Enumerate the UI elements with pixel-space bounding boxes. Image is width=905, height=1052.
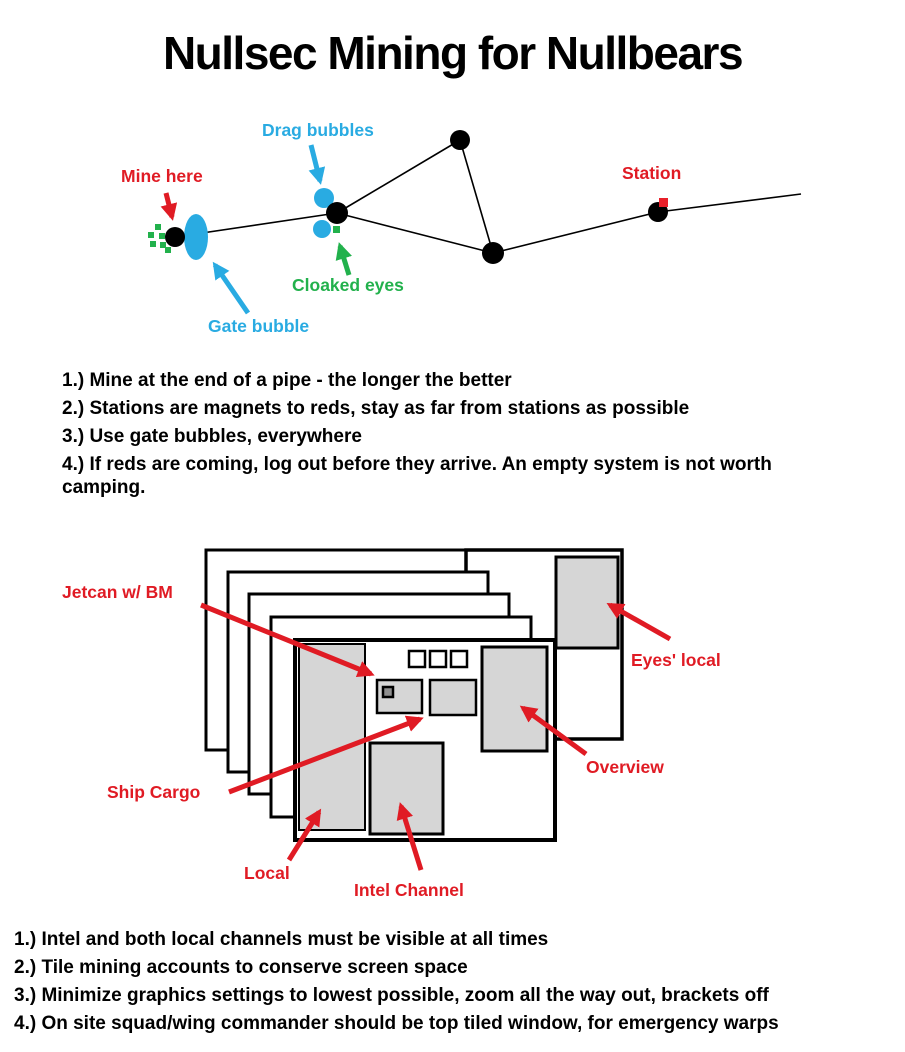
- gate-bubble-label: Gate bubble: [208, 316, 310, 336]
- starmap-diagram: [148, 130, 801, 313]
- ui-tip-1: 1.) Intel and both local channels must be visible at all times: [14, 929, 549, 950]
- cloaked-eyes-label: Cloaked eyes: [292, 275, 404, 295]
- overview-label: Overview: [586, 757, 664, 777]
- station-marker: [659, 198, 668, 207]
- mine-here-label: Mine here: [121, 166, 203, 186]
- station-label: Station: [622, 163, 682, 183]
- eyes-local-panel: [556, 557, 618, 648]
- jump-lines: [175, 140, 801, 253]
- jetcan-bookmark: [383, 687, 393, 697]
- ui-tip-2: 2.) Tile mining accounts to conserve screen space: [14, 957, 468, 978]
- mining-tip-3: 3.) Use gate bubbles, everywhere: [62, 426, 362, 447]
- ship-cargo-label: Ship Cargo: [107, 782, 201, 802]
- mining-tip-4: 4.) If reds are coming, log out before they arrive. An empty system is not worth camping.: [62, 454, 772, 498]
- cloaked-eyes-arrow: [340, 246, 349, 275]
- toolbar-square-3: [451, 651, 467, 667]
- mining-tip-2: 2.) Stations are magnets to reds, stay as far from stations as possible: [62, 398, 690, 419]
- ui-tip-3: 3.) Minimize graphics settings to lowest possible, zoom all the way out, brackets off: [14, 985, 769, 1006]
- toolbar-square-2: [430, 651, 446, 667]
- gate-bubble-arrow: [215, 265, 248, 313]
- ui-tips-list: [14, 928, 902, 1040]
- drag-bubbles-arrow: [311, 145, 320, 181]
- window-layout-diagram: [201, 550, 670, 870]
- system-nodes: [165, 130, 668, 264]
- overview-panel: [482, 647, 547, 751]
- intel-channel-label: Intel Channel: [354, 880, 464, 900]
- ui-tip-4: 4.) On site squad/wing commander should be top tiled window, for emergency warps: [14, 1013, 779, 1034]
- jetcan-label: Jetcan w/ BM: [62, 582, 173, 602]
- local-label: Local: [244, 863, 290, 883]
- eyes-local-label: Eyes' local: [631, 650, 721, 670]
- page-title: Nullsec Mining for Nullbears: [162, 27, 743, 79]
- toolbar-square-1: [409, 651, 425, 667]
- drag-bubbles-label: Drag bubbles: [262, 120, 374, 140]
- mining-tip-1: 1.) Mine at the end of a pipe - the longer the better: [62, 370, 512, 391]
- mining-tips-list: [62, 369, 804, 504]
- local-panel: [299, 644, 365, 830]
- mine-here-arrow: [166, 193, 172, 217]
- gate-bubble-shape: [184, 214, 208, 260]
- ship-cargo-panel: [430, 680, 476, 715]
